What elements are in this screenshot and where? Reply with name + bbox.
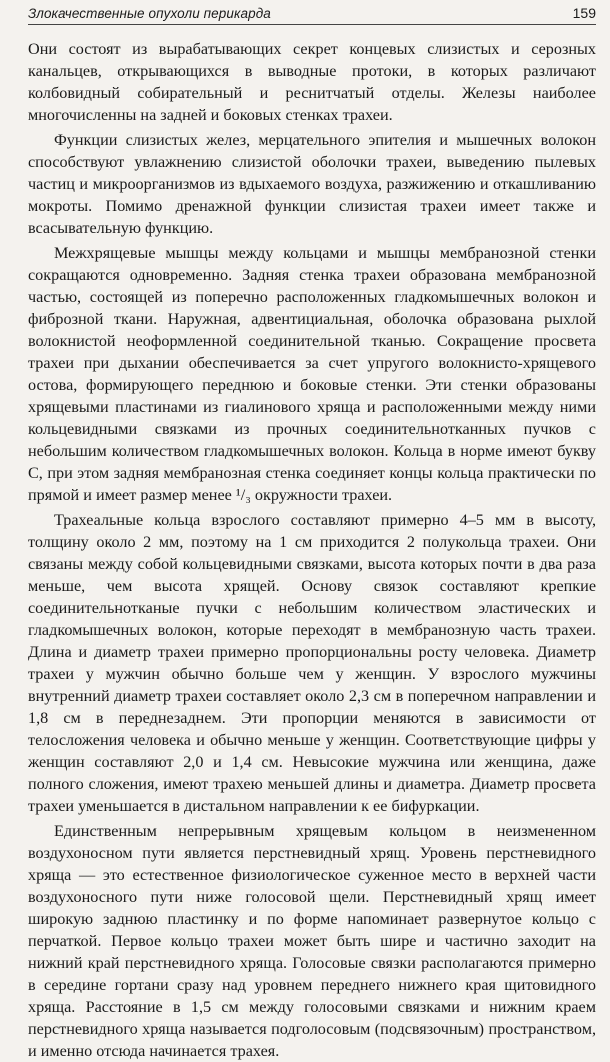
page-number: 159 — [572, 5, 596, 21]
paragraph: Трахеальные кольца взрослого составляют примерно 4–5 мм в высоту, толщину около 2 мм, поэтому на 1 см приходится 2 полукольца трахеи. Они связаны между собой кольцевидными связками, высота которых почти в два раза меньше, чем высота хрящей. Основу связок составляют крепкие соединительнотканые пучки с небольшим количеством эластических и гладкомышечных волокон, которые переходят в мембранозную часть трахеи. Длина и диаметр трахеи примерно пропорциональны росту человека. Диаметр трахеи у мужчин обычно больше чем у женщин. У взрослого мужчины внутренний диаметр трахеи составляет около 2,3 см в поперечном направлении и 1,8 см в переднезаднем. Эти пропорции меняются в зависимости от телосложения человека и обычно меньше у женщин. Соответствующие цифры у женщин составляют 2,0 и 1,4 см. Невысокие мужчина или женщина, даже полного сложения, имеют трахею меньшей длины и диаметра. Диаметр просвета трахеи уменьшается в дистальном направлении к ее бифуркации. — [28, 511, 596, 815]
paragraph: Они состоят из вырабатывающих секрет концевых слизистых и серозных канальцев, открывающихся в выводные протоки, в которых различают колбовидный собирательный и реснитчатый отделы. Железы наиболее многочисленны на задней и боковых стенках трахеи. — [28, 40, 596, 124]
running-header — [28, 2, 596, 25]
chapter-title: Злокачественные опухоли перикарда — [28, 6, 271, 21]
paragraph: Межхрящевые мышцы между кольцами и мышцы мембранозной стенки сокращаются одновременно. Задняя стенка трахеи образована мембранозной частью, состоящей из поперечно расположенных гладкомышечных волокон и фиброзной ткани. Наружная, адвентициальная, оболочка образована рыхлой волокнистой неоформленной соединительной тканью. Сокращение просвета трахеи при дыхании обеспечивается за счет упругого волокнисто-хрящевого остова, формирующего переднюю и боковые стенки. Эти стенки образованы хрящевыми пластинами из гиалинового хряща и расположенными между ними кольцевидными связками из прочных соединительнотканных пучков с небольшим количеством гладкомышечных волокон. Кольца в норме имеют букву С, при этом задняя мембранозная стенка соединяет концы кольца практически по прямой и имеет размер менее ¹/₃ окружности трахеи. — [28, 244, 596, 504]
paragraph: Единственным непрерывным хрящевым кольцом в неизмененном воздухоносном пути является перстневидный хрящ. Уровень перстневидного хряща — это естественное физиологическое суженное место в верхней части воздухоносного пути ниже голосовой щели. Перстневидный хрящ имеет широкую заднюю пластинку и по форме напоминает развернутое кольцо с перчаткой. Первое кольцо трахеи может быть шире и частично заходит на нижний край перстневидного хряща. Голосовые связки располагаются примерно в середине гортани сразу над уровнем переднего нижнего края щитовидного хряща. Расстояние в 1,5 см между голосовыми связками и нижним краем перстневидного хряща называется подголосовым (подсвязочным) пространством, и именно отсюда начинается трахея. — [28, 822, 596, 1060]
book-page — [0, 2, 610, 1060]
paragraph: Функции слизистых желез, мерцательного эпителия и мышечных волокон способствуют увлажнению слизистой оболочки трахеи, выведению пылевых частиц и микроорганизмов из вдыхаемого воздуха, разжижению и откашливанию мокроты. Помимо дренажной функции слизистая трахеи имеет также и всасывательную функцию. — [28, 131, 596, 237]
body-text — [28, 38, 596, 1062]
